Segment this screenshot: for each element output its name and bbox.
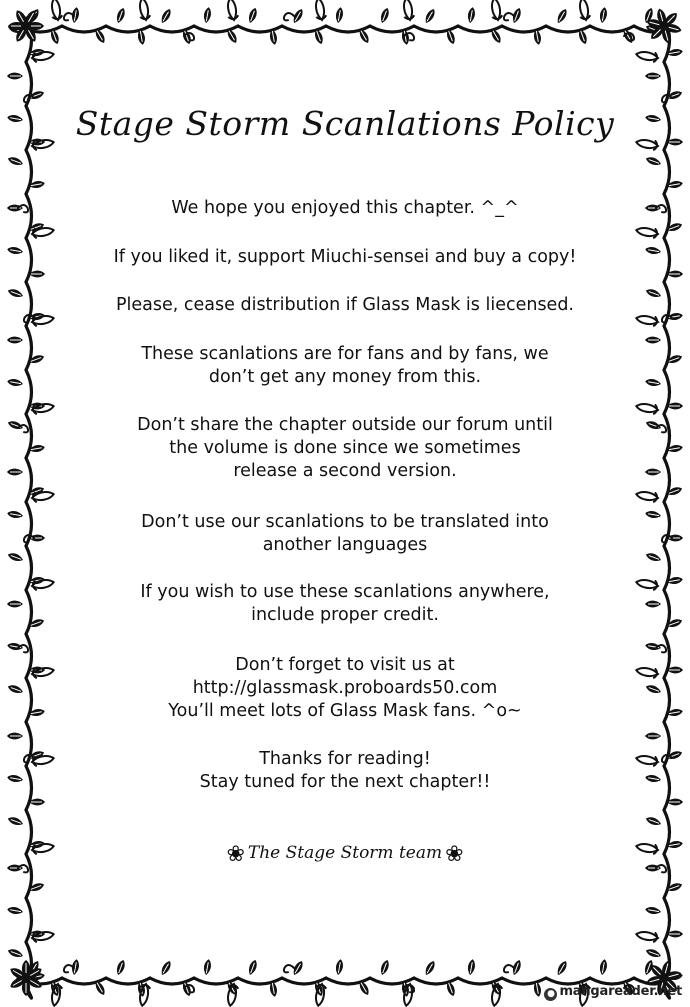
paragraph-translate bbox=[60, 511, 630, 557]
paragraph-visit bbox=[60, 654, 630, 723]
signature-text: The Stage Storm team bbox=[247, 843, 443, 863]
paragraph-line: the volume is done since we sometimes bbox=[169, 438, 521, 458]
flower-icon: ❀ bbox=[445, 842, 464, 867]
paragraph-line: You’ll meet lots of Glass Mask fans. ^o~ bbox=[168, 701, 522, 721]
paragraph-support bbox=[60, 246, 630, 269]
watermark bbox=[544, 984, 682, 1001]
paragraph-line: If you wish to use these scanlations anywhere, bbox=[140, 582, 550, 602]
paragraph-credit bbox=[60, 581, 630, 627]
mangareader-logo-icon: ● bbox=[544, 988, 557, 1001]
paragraph-line: Please, cease distribution if Glass Mask is liecensed. bbox=[116, 295, 574, 315]
flower-icon: ❀ bbox=[226, 842, 245, 867]
paragraph-licensed bbox=[60, 294, 630, 317]
paragraph-line: If you liked it, support Miuchi-sensei and buy a copy! bbox=[113, 247, 577, 267]
paragraph-forum bbox=[60, 414, 630, 483]
paragraph-line: We hope you enjoyed this chapter. ^_^ bbox=[171, 198, 519, 218]
team-signature bbox=[60, 842, 630, 867]
paragraph-line: Don’t forget to visit us at bbox=[235, 655, 455, 675]
paragraph-fans bbox=[60, 343, 630, 389]
watermark-text: mangareader.net bbox=[559, 984, 682, 999]
paragraph-line: Don’t share the chapter outside our forum until bbox=[137, 415, 553, 435]
page-title: Stage Storm Scanlations Policy bbox=[75, 104, 615, 143]
paragraph-line: These scanlations are for fans and by fans, we bbox=[141, 344, 549, 364]
paragraph-line: don’t get any money from this. bbox=[208, 367, 482, 387]
paragraph-line: another languages bbox=[262, 535, 428, 555]
paragraph-line: include proper credit. bbox=[251, 605, 439, 625]
paragraph-enjoyed bbox=[60, 197, 630, 220]
forum-url: http://glassmask.proboards50.com bbox=[192, 678, 498, 698]
paragraph-thanks bbox=[60, 748, 630, 794]
paragraph-line: Stay tuned for the next chapter!! bbox=[199, 772, 491, 792]
paragraph-line: Don’t use our scanlations to be translated into bbox=[141, 512, 549, 532]
paragraph-line: release a second version. bbox=[233, 461, 457, 481]
paragraph-line: Thanks for reading! bbox=[259, 749, 431, 769]
